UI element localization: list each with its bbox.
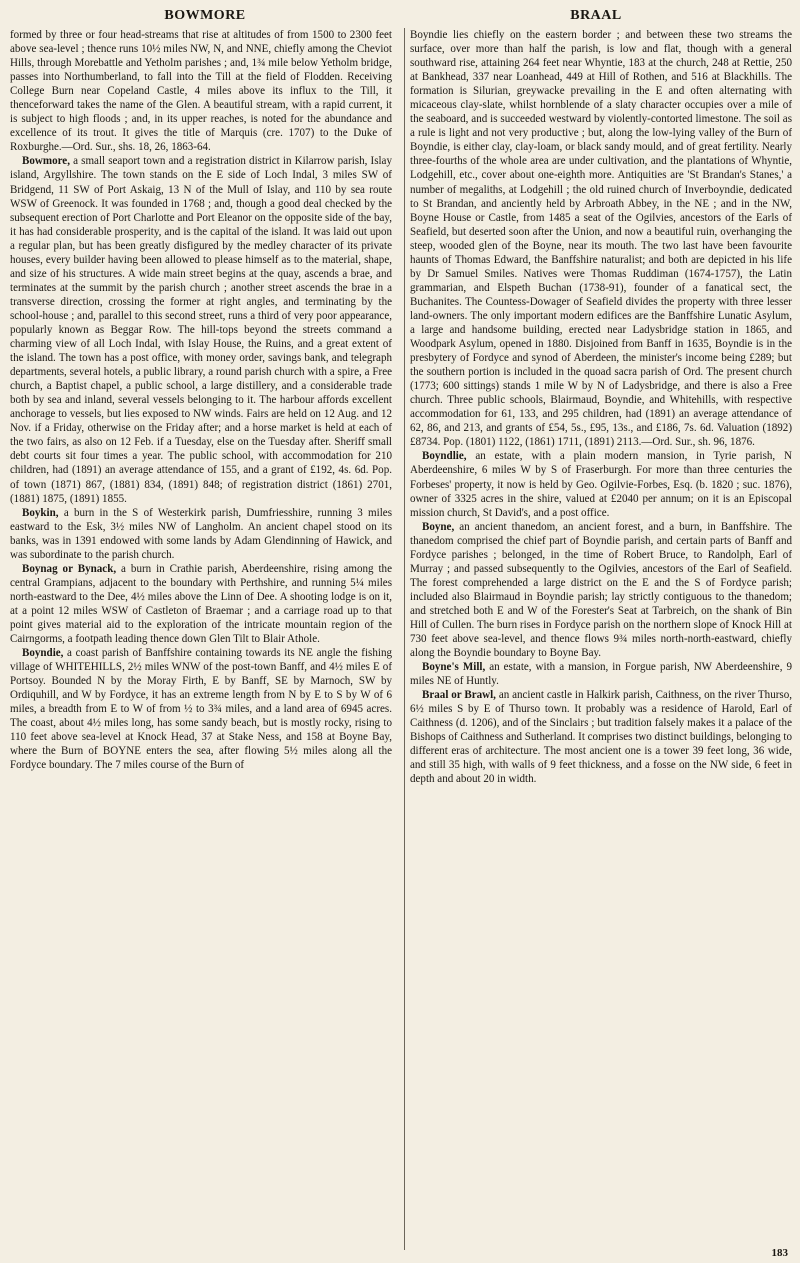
running-header — [10, 4, 792, 28]
entry-text: a coast parish of Banffshire containing towards its NE angle the fishing village of WHITEHILLS, 2½ miles WNW of the post-town Banff, and 4½ miles E of Portsoy. Bounded N by the Moray Firth, E by Banff, SE by Marnoch, SW by Ordiquhill, and W by Fordyce, it has an extreme length from N by E to S by W of 6 miles, a breadth from E to W of from ½ to 3¾ miles, and a land area of 6945 acres. The coast, about 4½ miles long, has some sandy beach, but is mostly rocky, rising to 110 feet above sea-level at Knock Head, 37 at Stake Ness, and 158 at Boyne Bay, where the Burn of BOYNE enters the sea, after flowing 5½ miles along all the Fordyce boundary. The 7 miles course of the Burn of — [10, 647, 392, 772]
header-right-title: BRAAL — [570, 8, 622, 23]
entry-text: a burn in Crathie parish, Aberdeenshire, rising among the central Grampians, adjacent to the boundary with Perthshire, and running 5¼ miles north-eastward to the Dee, 4½ miles above the Linn of Dee. A shooting lodge is on it, at a point 12 miles WSW of Castleton of Braemar ; and a carriage road up to that point gives material aid to the exploration of the intricate mountain region of the Cairngorms, a footpath leading thence down Glen Tilt to Blair Athole. — [10, 562, 392, 646]
entry-braal — [410, 688, 792, 786]
entry-term: Boyndlie, — [422, 450, 467, 463]
entry-boyne — [410, 520, 792, 660]
left-column — [10, 28, 392, 1250]
entry-continuation — [10, 28, 392, 154]
right-column — [404, 28, 792, 1250]
entry-boyndlie — [410, 449, 792, 519]
entry-boynag — [10, 562, 392, 646]
entry-text: a burn in the S of Westerkirk parish, Dumfriesshire, running 3 miles eastward to the Esk, 3½ miles NW of Langholm. An ancient chapel stood on its banks, was in 1391 endowed with some lands by Adam Glendinning of Hawick, and was subordinate to the parish church. — [10, 506, 392, 561]
page-number: 183 — [771, 1247, 788, 1259]
entry-term: Bowmore, — [22, 155, 70, 168]
entry-text: formed by three or four head-streams that rise at altitudes of from 1500 to 2300 feet above sea-level ; thence runs 10½ miles NW, N, and NNE, chiefly among the Cheviot Hills, through Morebattle and Yetholm parishes ; and, 1¾ mile below Yetholm bridge, passes into Northumberland, to fall into the Till at the field of Flodden. Receiving College Burn near Copeland Castle, 4 miles above its influx to the Till, it thenceforward takes the name of the Glen. A beautiful stream, with a rapid current, it is subject to high floods ; and, in its upper reaches, is noted for the abundance and excellence of its trout. It gives the title of Marquis (cre. 1707) to the Duke of Roxburghe.—Ord. Sur., shs. 18, 26, 1863-64. — [10, 29, 392, 154]
entry-boykin — [10, 506, 392, 562]
entry-term: Boyne, — [422, 520, 455, 533]
entry-continuation — [410, 28, 792, 449]
entry-boyndie — [10, 646, 392, 772]
entry-boynes-mill — [410, 660, 792, 688]
header-left-title: BOWMORE — [164, 8, 246, 23]
entry-text: an estate, with a plain modern mansion, in Tyrie parish, N Aberdeenshire, 6 miles W by S of Fraserburgh. For more than three centuries the Forbeses' property, it now is held by Geo. Ogilvie-Forbes, Esq. (b. 1820 ; suc. 1876), owner of 3325 acres in the shire, valued at £2040 per annum; on it is an Episcopal mission church, St David's, and a post office. — [410, 450, 792, 519]
entry-bowmore — [10, 154, 392, 505]
entry-term: Braal or Brawl, — [422, 689, 496, 702]
entry-text: a small seaport town and a registration district in Kilarrow parish, Islay island, Argyllshire. The town stands on the E side of Loch Indal, 3 miles SW of Bridgend, 11 SW of Port Askaig, 13 N of the Mull of Islay, and 110 by sea route WSW of Greenock. It was founded in 1768 ; and, though a good deal checked by the subsequent erection of Port Charlotte and Port Eleanor on the opposite side of the bay, it has had considerable prosperity, and is the capital of the island. It was laid out upon a regular plan, but has been greatly disfigured by the medley character of its private houses, every builder having been allowed to please himself as to the material, shape, and size of his structures. A wide main street begins at the quay, ascends a brae, and terminates at the summit by the parish church ; another street ascends the brae in a transverse direction, crossing the former at right angles, and terminating by the school-house ; and, parallel to this second street, runs a third of very poor appearance, popularly known as Beggar Row. The hill-tops beyond the streets command a charming view of all Loch Indal, with Islay House, the Ruins, and a great extent of the island. The town has a post office, with money order, savings bank, and telegraph departments, several hotels, a public library, a round parish church with a spire, a Free church, a Baptist chapel, a public school, a large distillery, and a considerable trade both by sea and inland, several vessels belonging to it. The harbour affords excellent anchorage to vessels, but lies exposed to NW winds. Fairs are held on 12 Aug. and 12 Nov. if a Friday, otherwise on the Friday after; and a horse market is held at each of the two fairs, as also on 12 Feb. if a Tuesday, else on the Tuesday after. Sheriff small debt courts sit four times a year. The public school, with accommodation for 210 children, had (1891) an average attendance of 155, and a grant of £192, 4s. 6d. Pop. of town (1871) 867, (1881) 834, (1891) 848; of registration district (1861) 2701, (1881) 1875, (1891) 1855. — [10, 155, 392, 505]
text-columns — [10, 28, 792, 1250]
entry-term: Boynag or Bynack, — [22, 562, 117, 575]
entry-term: Boyne's Mill, — [422, 661, 486, 674]
entry-text: an ancient thanedom, an ancient forest, and a burn, in Banffshire. The thanedom comprised the chief part of Boyndie parish, and certain parts of Banff and Fordyce parishes ; belonged, in the time of Robert Bruce, to Randolph, Earl of Murray ; and passed subsequently to the Ogilvies, ancestors of the Earl of Seafield. The forest comprehended a large district on the E and the S of Fordyce parish; included also Blairmaud in Boyndie parish; lay strictly contiguous to the thanedom; and stretched both E and W of the Forester's Seat at Tarbreich, on the shank of Bin Hill of Cullen. The burn rises in Fordyce parish on the northern slope of Knock Hill at 730 feet above sea-level, and thence flows 9¾ miles north-north-eastward, chiefly along the Boyndie boundary to Boyne Bay. — [410, 520, 792, 660]
entry-text: an estate, with a mansion, in Forgue parish, NW Aberdeenshire, 9 miles NE of Huntly. — [410, 661, 792, 688]
entry-term: Boykin, — [22, 506, 59, 519]
entry-text: Boyndie lies chiefly on the eastern border ; and between these two streams the surface, over more than half the parish, is low and flat, though with a general southward rise, attaining 264 feet near Whyntie, 183 at the church, 248 at Rettie, 250 at Bankhead, 337 near Loanhead, 449 at Hill of Rothen, and 516 at Blackhills. The formation is Silurian, greywacke prevailing in the E and often alternating with micaceous clay-slate, whilst hornblende of a slaty character occupies over a mile of the seaboard, and is succeeded westward by violently-contorted limestone. The soil as a rule is light and not very productive ; but, along the low-lying valley of the Burn of Boyndie, is either clay, clay-loam, or black sandy mould, and of great fertility. Nearly three-fourths of the whole area are under cultivation, and the plantations of Whyntie, Lodgehill, etc., cover about one-eighth more. Antiquities are 'St Brandan's Stanes,' a number of megaliths, at Lodgehill ; the old ruined church of Inverboyndie, dedicated to St Brandan, and anciently held by Arbroath Abbey, in the NE ; and in the NW, Boyne House or Castle, from 1485 a seat of the Ogilvies, ancestors of the Earls of Seafield, but deserted soon after the Union, and now a beautiful ruin, overhanging the steep, wooded glen of the Boyne, near its mouth. The two last have been favourite haunts of Thomas Edward, the Banffshire naturalist; and both are depicted in his life by Dr Samuel Smiles. Natives were Thomas Ruddiman (1674-1757), the Latin grammarian, and Elspeth Buchan (1738-91), founder of a fanatical sect, the Buchanites. The Countess-Dowager of Seafield divides the property with three lesser land-owners. The only important modern edifices are the Banffshire Lunatic Asylum, a large and handsome building, erected near Ladysbridge station in 1865, and Woodpark Asylum, opened in 1880. Disjoined from Banff in 1635, Boyndie is in the presbytery of Fordyce and synod of Aberdeen, the minister's income being £289; but the southern portion is included in the quoad sacra parish of Ord. The present church (1773; 600 sittings) stands 1 mile W by N of Ladysbridge, and there is also a Free church. Three public schools, Blairmaud, Boyndie, and Whitehills, with respective accommodation for 61, 133, and 295 children, had (1891) an average attendance of 62, 86, and 213, and grants of £54, 5s., £95, 13s., and £186, 7s. 6d. Valuation (1892) £8734. Pop. (1801) 1122, (1861) 1711, (1891) 2113.—Ord. Sur., sh. 96, 1876. — [410, 29, 792, 449]
entry-text: an ancient castle in Halkirk parish, Caithness, on the river Thurso, 6½ miles S by E of Thurso town. It probably was a residence of Harold, Earl of Caithness (d. 1206), and of the Sinclairs ; but tradition falsely makes it a palace of the Bishops of Caithness and Sutherland. It comprises two distinct buildings, belonging to different eras of architecture. The most ancient one is a tower 39 feet long, 36 wide, and still 35 high, with walls of 9 feet thickness, and a fosse on the NW side, 6 feet in depth and about 20 in width. — [410, 689, 792, 786]
entry-term: Boyndie, — [22, 647, 64, 660]
